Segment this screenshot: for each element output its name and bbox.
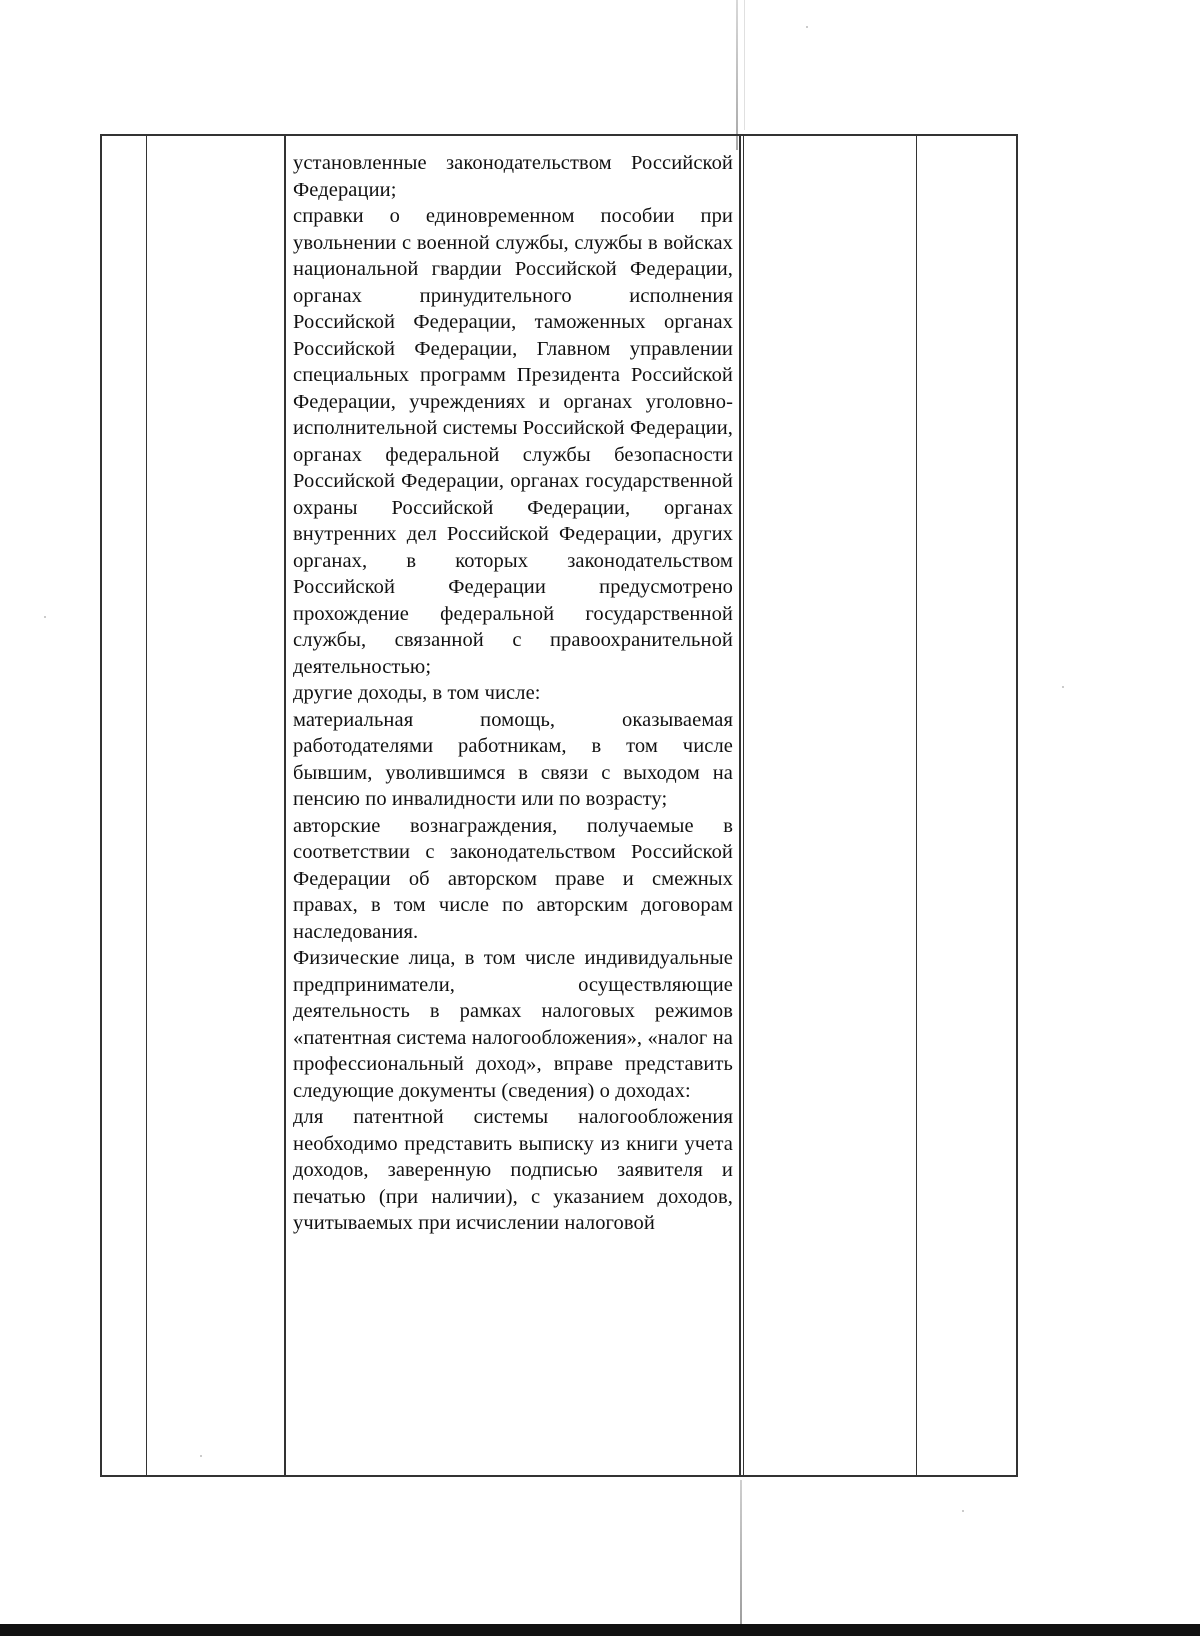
scan-speck <box>200 1455 202 1457</box>
scan-fold-line <box>744 0 745 130</box>
paragraph: Физические лица, в том числе индивидуальные предприниматели, осуществляющие деятельность в рамках налоговых режимов «патентная система налогообложения», «налог на профессиональный доход», вправе представить следующие документы (сведения) о доходах: <box>293 947 733 1102</box>
scan-bottom-edge <box>0 1624 1200 1636</box>
paragraph: для патентной системы налогообложения необходимо представить выписку из книги учета доходов, заверенную подписью заявителя и печатью (при наличии), с указанием доходов, учитываемых при исчислении налоговой <box>293 1106 733 1234</box>
table-cell-text <box>293 150 733 1237</box>
paragraph: другие доходы, в том числе: <box>293 682 541 704</box>
paragraph: материальная помощь, оказываемая работодателями работникам, в том числе бывшим, уволившимся в связи с выходом на пенсию по инвалидности или по возрасту; <box>293 708 733 810</box>
scan-speck <box>44 616 46 618</box>
document-table <box>100 134 1018 1477</box>
paragraph: справки о единовременном пособии при увольнении с военной службы, службы в войсках национальной гвардии Российской Федерации, органах принудительного исполнения Российской Федерации, таможенных органах Российской Федерации, Главном управлении специальных программ Президента Российской Федерации, учреждениях и органах уголовно-исполнительной системы Российской Федерации, органах федеральной службы безопасности Российской Федерации, органах государственной охраны Российской Федерации, органах внутренних дел Российской Федерации, других органах, в которых законодательством Российской Федерации предусмотрено прохождение федеральной государственной службы, связанной с правоохранительной деятельностью; <box>293 205 733 678</box>
scan-fold-line <box>736 0 738 150</box>
table-column-divider <box>146 136 147 1475</box>
table-column-divider <box>284 136 286 1475</box>
paragraph: установленные законодательством Российской Федерации; <box>293 152 733 201</box>
scan-speck <box>962 1510 964 1512</box>
scan-speck <box>1062 686 1064 688</box>
table-column-divider <box>916 136 917 1475</box>
paragraph: авторские вознаграждения, получаемые в соответствии с законодательством Российской Федерации об авторском праве и смежных правах, в том числе по авторским договорам наследования. <box>293 814 733 943</box>
scan-speck <box>806 26 808 28</box>
scan-fold-line <box>740 1480 742 1636</box>
table-column-divider <box>739 136 741 1475</box>
table-column-divider <box>743 136 744 1475</box>
